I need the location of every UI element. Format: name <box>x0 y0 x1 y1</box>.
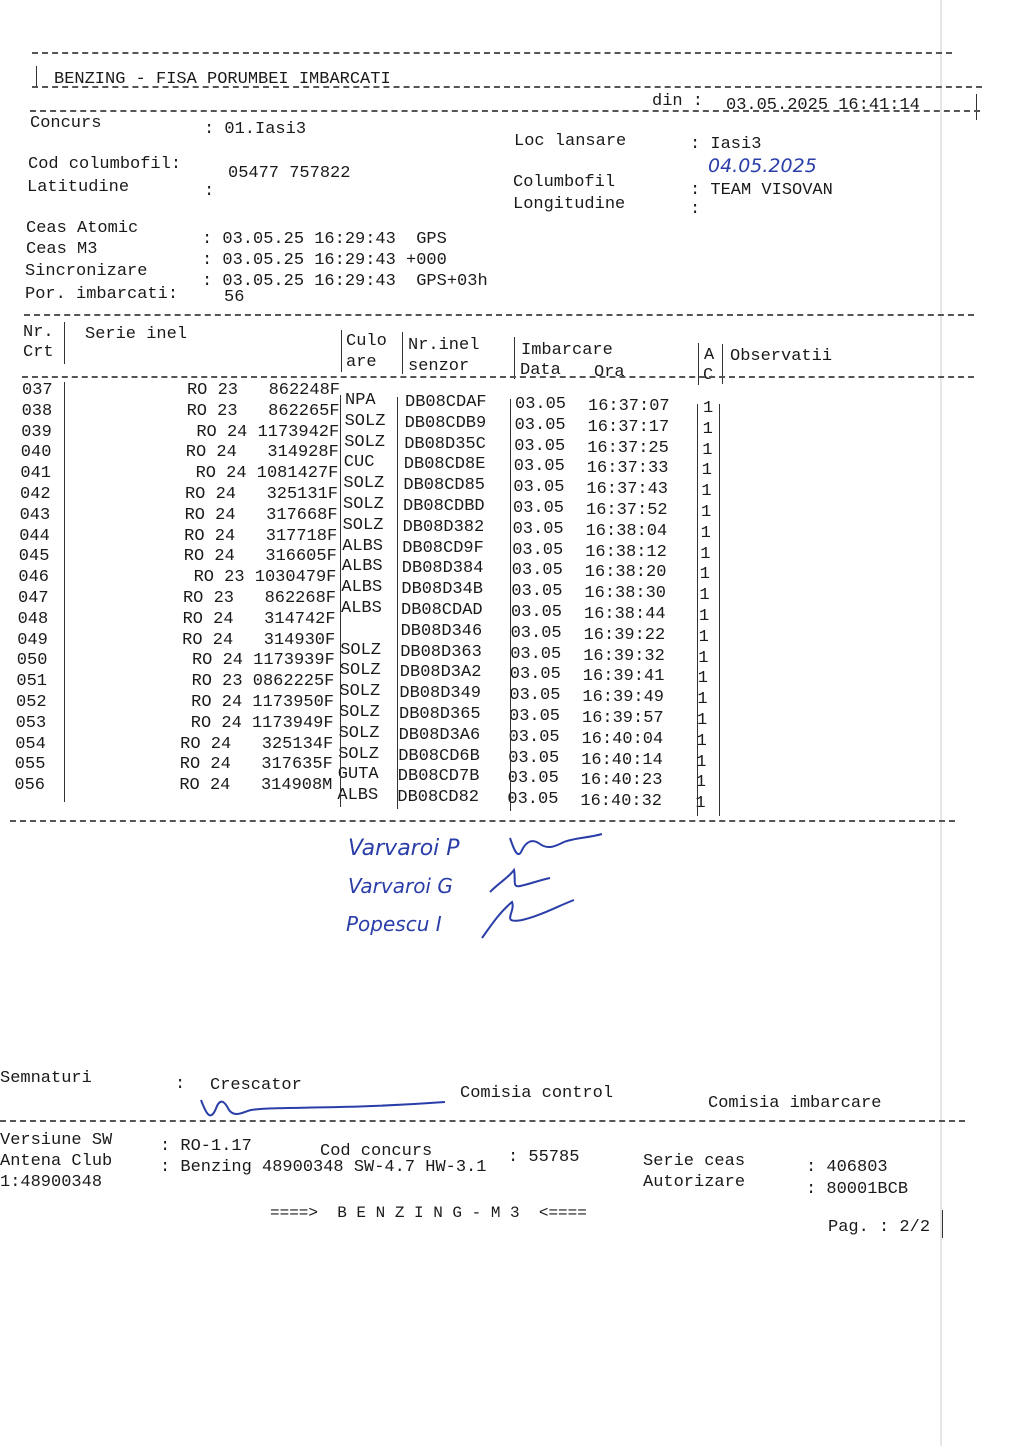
comisia-imbarcare-label: Comisia imbarcare <box>708 1094 882 1113</box>
benzing-banner: ====> B E N Z I N G - M 3 <==== <box>270 1204 587 1222</box>
row-ac: 1 <box>695 773 706 793</box>
header-sep-1 <box>64 322 65 364</box>
row-sensor: DB08D34B <box>401 580 484 600</box>
row-number: 048 <box>17 609 49 629</box>
row-number: 056 <box>14 776 45 796</box>
row-ring-series: RO 24 1173939F <box>191 651 335 671</box>
row-number: 044 <box>19 526 50 546</box>
row-color: SOLZ <box>339 661 381 681</box>
row-sensor: DB08D3A6 <box>398 725 481 745</box>
row-date: 03.05 <box>512 519 564 539</box>
row-ac: 1 <box>697 711 708 730</box>
columbofil-value: : TEAM VISOVAN <box>690 181 833 200</box>
footer-rule <box>0 1120 965 1122</box>
latitudine-label: Latitudine <box>27 178 130 197</box>
row-sensor: DB08CD82 <box>397 788 480 808</box>
header-sep-6 <box>722 344 723 384</box>
por-imbarcati-value: 56 <box>224 288 245 307</box>
row-ring-series: RO 24 1173949F <box>190 713 334 733</box>
autorizare-value: : 80001BCB <box>806 1180 909 1199</box>
row-ring-series: RO 24 1081427F <box>195 464 339 484</box>
cod-columbofil-label: Cod columbofil: <box>28 155 182 174</box>
row-ac: 1 <box>702 419 713 439</box>
row-number: 038 <box>21 401 53 421</box>
header-bottom-rule <box>30 110 980 112</box>
row-color: ALBS <box>341 599 382 618</box>
row-date: 03.05 <box>511 582 563 602</box>
row-date: 03.05 <box>508 748 560 768</box>
antena-label: Antena Club <box>0 1152 113 1171</box>
concurs-value: : 01.Iasi3 <box>204 120 307 139</box>
header-sep-2 <box>341 330 342 372</box>
concurs-label: Concurs <box>30 114 102 133</box>
row-sensor: DB08D365 <box>399 705 481 724</box>
row-color: SOLZ <box>339 682 381 702</box>
row-ring-series: RO 24 314928F <box>185 443 339 463</box>
longitudine-value: : <box>690 200 701 219</box>
row-color: GUTA <box>337 765 379 785</box>
semnaturi-colon: : <box>175 1075 186 1094</box>
table-top-rule <box>24 314 974 316</box>
semnaturi-label: Semnaturi <box>0 1069 92 1088</box>
row-color: ALBS <box>337 786 379 806</box>
serie-ceas-label: Serie ceas <box>643 1152 746 1171</box>
row-color: SOLZ <box>344 411 386 431</box>
row-date: 03.05 <box>511 603 563 622</box>
row-date: 03.05 <box>507 790 559 810</box>
row-number: 037 <box>22 381 53 400</box>
row-ac: 1 <box>699 565 710 585</box>
row-ring-series: RO 23 0862225F <box>191 672 335 692</box>
sincronizare-value: : 03.05.25 16:29:43 GPS+03h <box>202 272 488 291</box>
row-ring-series: RO 24 314908M <box>179 776 333 796</box>
header-observatii: Observatii <box>730 347 833 366</box>
handwritten-signature-scribbles <box>470 820 630 960</box>
handwritten-date: 04.05.2025 <box>708 155 817 177</box>
row-number: 040 <box>20 443 52 463</box>
row-color: ALBS <box>341 578 383 598</box>
row-color: SOLZ <box>340 640 381 660</box>
body-sep-2 <box>340 395 341 807</box>
row-date: 03.05 <box>514 415 566 435</box>
row-ring-series: RO 24 1173942F <box>196 422 340 442</box>
handwritten-name-3: Popescu I <box>346 912 442 936</box>
row-time: 16:40:32 <box>580 792 663 812</box>
row-number: 046 <box>18 568 49 588</box>
row-color: ALBS <box>342 536 383 556</box>
row-number: 053 <box>15 713 47 733</box>
row-time: 16:38:44 <box>584 605 666 624</box>
row-ring-series: RO 24 316605F <box>183 547 337 567</box>
row-ring-series: RO 24 317668F <box>184 505 338 525</box>
row-ac: 1 <box>699 607 710 626</box>
row-time: 16:40:23 <box>580 771 663 791</box>
row-time: 16:40:04 <box>581 729 664 749</box>
cod-concurs-value: : 55785 <box>508 1148 580 1167</box>
row-number: 050 <box>16 651 48 671</box>
row-date: 03.05 <box>515 395 567 414</box>
row-ac: 1 <box>697 690 708 710</box>
table-header-bottom-rule <box>22 376 974 378</box>
row-date: 03.05 <box>509 707 561 726</box>
row-ac: 1 <box>701 461 712 481</box>
row-ac: 1 <box>697 669 708 689</box>
row-ring-series: RO 23 1030479F <box>193 568 337 588</box>
row-color: SOLZ <box>344 432 385 452</box>
row-sensor: DB08CDAF <box>405 393 487 412</box>
ceas-atomic-value: : 03.05.25 16:29:43 GPS <box>202 230 447 249</box>
loc-lansare-label: Loc lansare <box>514 132 627 151</box>
latitudine-value: : <box>204 182 215 201</box>
crescator-signature <box>195 1092 455 1128</box>
row-ac: 1 <box>700 544 711 564</box>
row-number: 054 <box>15 734 46 754</box>
body-sep-1 <box>64 382 65 802</box>
row-sensor: DB08CD7B <box>397 767 480 787</box>
header-nr: Nr. <box>23 323 54 342</box>
ceas-m3-label: Ceas M3 <box>26 240 98 259</box>
row-ac: 1 <box>701 503 712 522</box>
row-date: 03.05 <box>513 478 565 498</box>
row-sensor: DB08CD9F <box>402 538 484 558</box>
row-sensor: DB08CDBD <box>403 497 485 516</box>
antena-value: : Benzing 48900348 SW-4.7 HW-3.1 <box>160 1158 487 1177</box>
ceas-atomic-label: Ceas Atomic <box>26 219 139 238</box>
header-culo: Culo <box>346 332 387 351</box>
row-ring-series: RO 23 862248F <box>186 381 340 400</box>
row-sensor: DB08CDB9 <box>404 413 487 433</box>
row-number: 055 <box>14 755 46 775</box>
header-left-bar <box>36 66 37 88</box>
row-sensor: DB08CD85 <box>403 476 486 496</box>
row-time: 16:38:04 <box>585 521 668 541</box>
row-date: 03.05 <box>510 644 562 664</box>
document-title: BENZING - FISA PORUMBEI IMBARCATI <box>54 70 391 89</box>
row-sensor: DB08CDAD <box>401 601 483 620</box>
row-time: 16:39:49 <box>582 688 665 708</box>
row-ac: 1 <box>703 399 714 418</box>
top-rule <box>32 52 952 54</box>
body-sep-4 <box>510 399 511 811</box>
row-ac: 1 <box>700 523 711 543</box>
row-date: 03.05 <box>511 561 563 581</box>
row-color: SOLZ <box>339 703 380 722</box>
row-color: CUC <box>343 453 375 473</box>
row-ring-series: RO 24 314742F <box>182 609 336 629</box>
row-ring-series: RO 23 862268F <box>182 589 336 608</box>
row-date: 03.05 <box>509 686 561 706</box>
comisia-control-label: Comisia control <box>460 1084 614 1103</box>
body-sep-3 <box>397 397 398 809</box>
row-number: 042 <box>20 485 51 504</box>
row-date: 03.05 <box>509 665 561 685</box>
row-sensor: DB08D35C <box>404 434 486 454</box>
row-time: 16:37:17 <box>587 417 670 437</box>
row-time: 16:37:52 <box>586 501 668 520</box>
row-time: 16:40:14 <box>581 750 663 770</box>
header-are: are <box>346 353 377 372</box>
row-color: SOLZ <box>338 723 380 743</box>
longitudine-label: Longitudine <box>513 195 626 214</box>
versiune-label: Versiune SW <box>0 1131 113 1150</box>
row-sensor: DB08D346 <box>400 621 483 641</box>
row-color: SOLZ <box>342 515 384 535</box>
row-date: 03.05 <box>512 540 564 560</box>
row-ac: 1 <box>702 440 713 460</box>
header-a: A <box>704 346 715 365</box>
row-number: 051 <box>16 672 47 692</box>
row-time: 16:37:43 <box>586 480 669 500</box>
row-sensor: DB08CD8E <box>403 455 486 475</box>
row-number: 052 <box>16 693 47 712</box>
page-number: Pag. : 2/2 <box>828 1218 931 1237</box>
header-sep-3 <box>402 332 403 374</box>
handwritten-name-1: Varvaroi P <box>348 836 460 861</box>
columbofil-label: Columbofil <box>513 173 616 192</box>
cod-columbofil-value: 05477 757822 <box>228 164 351 183</box>
row-time: 16:39:32 <box>583 646 665 666</box>
row-ring-series: RO 24 317718F <box>184 526 338 546</box>
row-color: SOLZ <box>338 744 379 764</box>
crescator-label: Crescator <box>210 1076 302 1095</box>
loc-lansare-value: : Iasi3 <box>690 135 762 154</box>
header-right-bar <box>976 94 977 120</box>
row-number: 047 <box>18 589 49 608</box>
row-number: 041 <box>20 464 51 484</box>
header-imbarcare: Imbarcare <box>521 341 613 360</box>
row-color: SOLZ <box>343 495 384 514</box>
row-time: 16:37:07 <box>588 397 670 416</box>
ceas-m3-value: : 03.05.25 16:29:43 +000 <box>202 251 447 270</box>
header-ora: Ora <box>594 363 625 382</box>
cod-concurs-label: Cod concurs <box>320 1142 433 1161</box>
header-sep-5 <box>698 343 699 385</box>
row-time: 16:37:33 <box>586 459 669 479</box>
por-imbarcati-label: Por. imbarcati: <box>25 285 179 304</box>
header-c: C <box>703 366 714 385</box>
header-crt: Crt <box>23 343 54 362</box>
row-number: 039 <box>21 422 52 442</box>
row-time: 16:37:25 <box>587 438 669 458</box>
serie-ceas-value: : 406803 <box>806 1158 888 1177</box>
row-sensor: DB08D384 <box>401 559 484 579</box>
header-senzor: senzor <box>408 357 470 376</box>
table-row <box>2 775 722 814</box>
versiune-value: : RO-1.17 <box>160 1137 252 1156</box>
row-sensor: DB08D3A2 <box>399 663 482 683</box>
row-number: 045 <box>18 547 50 567</box>
header-data: Data <box>520 361 561 380</box>
row-time: 16:38:30 <box>584 584 667 604</box>
din-value: 03.05.2025 16:41:14 <box>726 96 920 115</box>
handwritten-name-2: Varvaroi G <box>348 874 453 898</box>
row-ring-series: RO 24 1173950F <box>191 693 334 712</box>
header-rule-right <box>32 86 982 88</box>
row-color: ALBS <box>341 557 383 577</box>
header-sep-4 <box>514 337 515 379</box>
row-date: 03.05 <box>513 457 565 477</box>
row-sensor: DB08D363 <box>400 642 482 662</box>
header-serie: Serie inel <box>85 325 188 344</box>
row-ac: 1 <box>698 627 709 647</box>
row-color: NPA <box>345 391 376 410</box>
row-date: 03.05 <box>513 499 565 518</box>
row-ac: 1 <box>696 731 707 751</box>
row-ring-series: RO 24 317635F <box>179 755 333 775</box>
row-time: 16:39:57 <box>582 709 664 728</box>
row-time: 16:38:12 <box>585 542 667 562</box>
body-sep-6 <box>719 404 720 816</box>
row-ac: 1 <box>695 794 706 814</box>
row-sensor: DB08D382 <box>402 517 485 537</box>
row-ring-series: RO 24 325131F <box>184 485 338 504</box>
sincronizare-label: Sincronizare <box>25 262 148 281</box>
row-time: 16:38:20 <box>584 563 667 583</box>
row-ring-series: RO 24 314930F <box>182 630 336 650</box>
row-sensor: DB08D349 <box>399 684 482 704</box>
row-number: 049 <box>17 630 48 650</box>
antena-id: 1:48900348 <box>0 1173 103 1192</box>
body-sep-5 <box>697 404 698 816</box>
row-ac: 1 <box>698 648 709 668</box>
row-date: 03.05 <box>508 727 560 747</box>
row-time: 16:39:41 <box>582 667 665 687</box>
row-ac: 1 <box>701 482 712 502</box>
page-number-bar <box>942 1210 943 1238</box>
row-ring-series: RO 23 862265F <box>186 401 340 421</box>
row-date: 03.05 <box>507 769 559 789</box>
row-ac: 1 <box>699 586 710 606</box>
header-nr-inel: Nr.inel <box>408 336 480 355</box>
row-ac: 1 <box>696 752 707 772</box>
row-color: SOLZ <box>343 474 385 494</box>
row-date: 03.05 <box>514 436 566 456</box>
din-label: din : <box>652 92 704 111</box>
row-number: 043 <box>19 505 51 525</box>
row-ring-series: RO 24 325134F <box>180 734 334 754</box>
row-date: 03.05 <box>510 623 562 643</box>
autorizare-label: Autorizare <box>643 1173 746 1192</box>
row-sensor: DB08CD6B <box>398 746 480 766</box>
row-time: 16:39:22 <box>583 625 666 645</box>
